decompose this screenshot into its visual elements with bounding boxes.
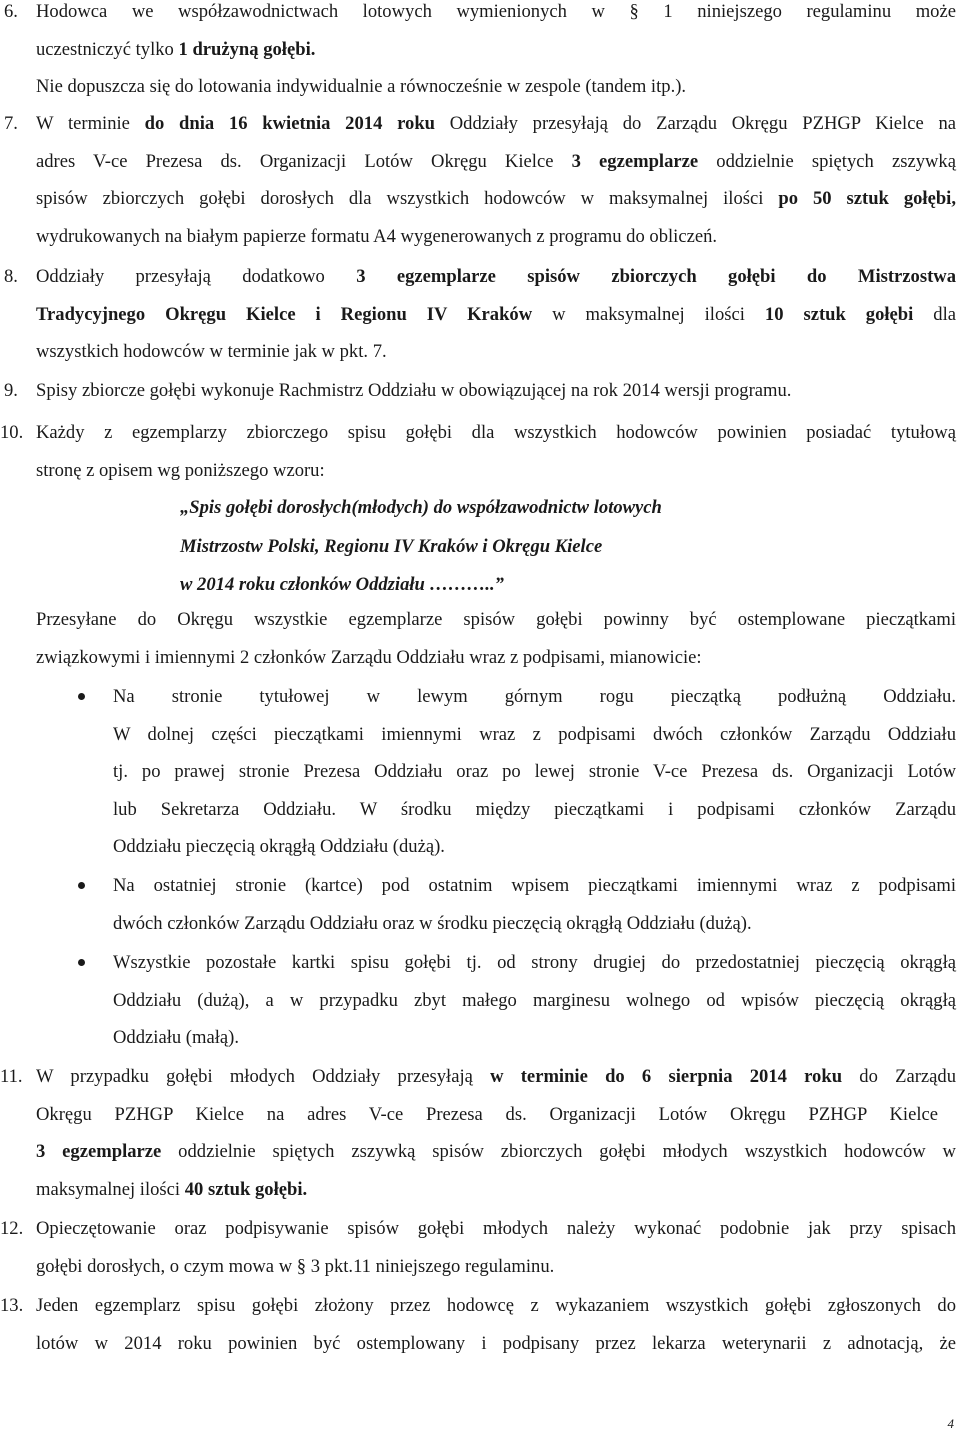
- text-line: Oddziału pieczęcią okrągłą Oddziału (dużą).: [113, 836, 445, 857]
- text-line: Oddziału (małą).: [113, 1027, 239, 1048]
- bullet-item: [0, 944, 960, 1057]
- text-line: maksymalnej ilości 40 sztuk gołębi.: [36, 1178, 308, 1200]
- text-line: uczestniczyć tylko 1 drużyną gołębi.: [36, 38, 316, 60]
- text-line: Okręgu PZHGP Kielce na adres V-ce Prezesa ds. Organizacji Lotów Okręgu PZHGP Kielce: [36, 1103, 938, 1125]
- bullet-item: [0, 678, 960, 866]
- text-line: Nie dopuszcza się do lotowania indywidualnie a równocześnie w zespole (tandem itp.).: [36, 76, 687, 97]
- text-line: W dolnej części pieczątkami imiennymi wraz z podpisami dwóch członków Zarządu Oddziału: [113, 723, 956, 745]
- text-line: Spisy zbiorcze gołębi wykonuje Rachmistrz Oddziału w obowiązującej na rok 2014 wersji programu.: [36, 380, 792, 401]
- text-line: wszystkich hodowców w terminie jak w pkt. 7.: [36, 341, 387, 362]
- text-line: 3 egzemplarze oddzielnie spiętych zszywką spisów zbiorczych gołębi młodych wszystkich hodowców w: [36, 1141, 956, 1162]
- item-number: 6.: [4, 1, 18, 22]
- text-line: lotów w 2014 roku powinien być ostemplowany i podpisany przez lekarza weterynarii z adnotacją, że: [36, 1332, 956, 1354]
- template-line: „Spis gołębi dorosłych(młodych) do współzawodnictw lotowych: [180, 497, 662, 518]
- text-line: Oddziału (dużą), a w przypadku zbyt małego marginesu wolnego od wpisów pieczęcią okrągłą: [113, 989, 956, 1011]
- text-line: tj. po prawej stronie Prezesa Oddziału oraz po lewej stronie V-ce Prezesa ds. Organizacji Lotów: [113, 761, 956, 782]
- title-template: [0, 489, 960, 605]
- paragraph-13: [0, 1287, 960, 1362]
- item-number: 13.: [0, 1295, 24, 1316]
- text-line: Hodowca we współzawodnictwach lotowych wymienionych w § 1 niniejszego regulaminu może: [36, 1, 956, 22]
- item-number: 8.: [4, 266, 18, 287]
- text-line: Oddziały przesyłają dodatkowo 3 egzemplarze spisów zbiorczych gołębi do Mistrzostwa: [36, 266, 956, 287]
- paragraph-11: [0, 1058, 960, 1208]
- paragraph-8: [0, 258, 960, 371]
- item-number: 10.: [0, 422, 24, 443]
- text-line: Wszystkie pozostałe kartki spisu gołębi tj. od strony drugiej do przedostatniej pieczęcią okrągłą: [113, 952, 956, 973]
- text-line: lub Sekretarza Oddziału. W środku między pieczątkami i podpisami członków Zarządu: [113, 798, 956, 820]
- bullet-dot-icon: [78, 882, 85, 889]
- text-line: Tradycyjnego Okręgu Kielce i Regionu IV Kraków w maksymalnej ilości 10 sztuk gołębi dla: [36, 303, 956, 325]
- text-line: związkowymi i imiennymi 2 członków Zarządu Oddziału wraz z podpisami, mianowicie:: [36, 646, 702, 668]
- bullet-item: [0, 867, 960, 942]
- bullet-dot-icon: [78, 693, 85, 700]
- page-number: 4: [947, 1416, 954, 1431]
- text-line: stronę z opisem wg poniższego wzoru:: [36, 459, 325, 481]
- template-line: w 2014 roku członków Oddziału ………..”: [180, 574, 504, 595]
- paragraph-12: [0, 1210, 960, 1285]
- text-line: gołębi dorosłych, o czym mowa w § 3 pkt.11 niniejszego regulaminu.: [36, 1255, 555, 1277]
- item-number: 9.: [4, 380, 18, 401]
- text-line: Na stronie tytułowej w lewym górnym rogu pieczątką podłużną Oddziału.: [113, 686, 956, 707]
- text-line: wydrukowanych na białym papierze formatu A4 wygenerowanych z programu do obliczeń.: [36, 225, 718, 247]
- text-line: spisów zbiorczych gołębi dorosłych dla wszystkich hodowców w maksymalnej ilości po 50 sztuk gołębi,: [36, 188, 957, 209]
- item-number: 12.: [0, 1218, 24, 1239]
- text-line: Opieczętowanie oraz podpisywanie spisów gołębi młodych należy wykonać podobnie jak przy spisach: [36, 1218, 956, 1239]
- text-line: Każdy z egzemplarzy zbiorczego spisu gołębi dla wszystkich hodowców powinien posiadać tytułową: [36, 422, 956, 443]
- paragraph-6: [0, 0, 960, 106]
- text-line: Przesyłane do Okręgu wszystkie egzemplarze spisów gołębi powinny być ostemplowane pieczątkami: [36, 609, 956, 630]
- text-line: W terminie do dnia 16 kwietnia 2014 roku Oddziały przesyłają do Zarządu Okręgu PZHGP Kielce na: [36, 113, 956, 134]
- paragraph-7: [0, 105, 960, 255]
- paragraph-9: [0, 372, 960, 410]
- paragraph-10-continued: [0, 601, 960, 676]
- paragraph-sign-fragment: §: [629, 1, 639, 22]
- text-line: W przypadku gołębi młodych Oddziały przesyłają w terminie do 6 sierpnia 2014 roku do Zarządu: [36, 1066, 956, 1087]
- item-number: 11.: [0, 1066, 23, 1087]
- template-line: Mistrzostw Polski, Regionu IV Kraków i Okręgu Kielce: [180, 535, 603, 557]
- text-line: Na ostatniej stronie (kartce) pod ostatnim wpisem pieczątkami imiennymi wraz z podpisami: [113, 875, 956, 896]
- paragraph-10: [0, 414, 960, 489]
- item-number: 7.: [4, 113, 18, 134]
- text-line: dwóch członków Zarządu Oddziału oraz w środku pieczęcią okrągłą Oddziału (dużą).: [113, 912, 752, 934]
- text-line: adres V-ce Prezesa ds. Organizacji Lotów Okręgu Kielce 3 egzemplarze oddzielnie spiętych zszywką: [36, 150, 956, 172]
- text-line: Jeden egzemplarz spisu gołębi złożony przez hodowcę z wykazaniem wszystkich gołębi zgłoszonych do: [36, 1295, 956, 1316]
- bullet-dot-icon: [78, 959, 85, 966]
